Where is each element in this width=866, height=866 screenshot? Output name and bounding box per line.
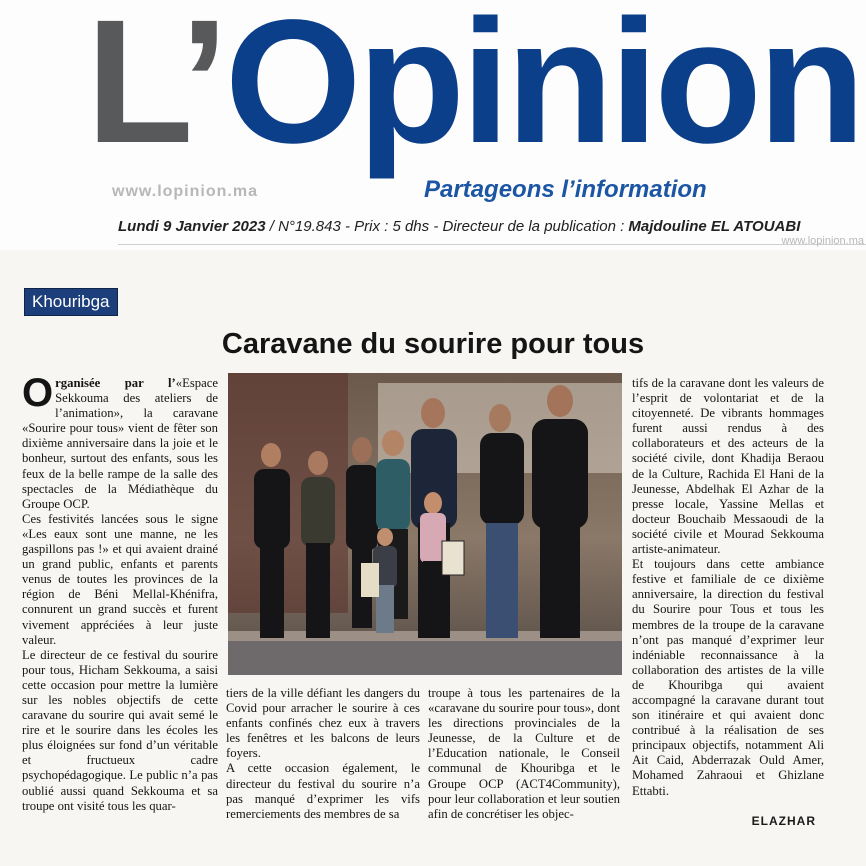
website-fragment: www.lopinion.ma: [112, 183, 258, 200]
logo-opinion: Opinion: [224, 0, 862, 180]
issue-info-line: [118, 218, 866, 245]
paragraph: A cette occasion également, le directeur du festival du sourire n’a pas manqué d’exprimer les vifs remerciements des membres de sa: [226, 761, 420, 821]
article-column-3: [428, 686, 620, 822]
drop-cap: O: [22, 371, 54, 415]
paragraph: troupe à tous les partenaires de la «caravane du sourire pour tous», dont les directions provinciales de la Jeunesse, de la Culture et de l’Education nationale, le Conseil communal de Khouribga et le Groupe OCP (ACT4Community), pour leur collaboration et leur soutien afin de concrétiser les objec-: [428, 686, 620, 821]
paragraph: Le directeur de ce festival du sourire pour tous, Hicham Sekkouma, a saisi cette occasion pour mettre la lumière sur les nobles objectifs de cette caravane du sourire qui avait semé le rire et le sourire dans les écoles les plus éloignées sur fond d’un véritable et fructueux cadre psychopédagogique. Le public n’a pas oublié aussi quand Sekkouma et sa troupe ont visité tous les quar-: [22, 647, 218, 813]
issue-date: Lundi 9 Janvier 2023: [118, 218, 266, 235]
lead-paragraph: [22, 371, 218, 512]
logo-l: L’: [86, 0, 225, 180]
article-photo[interactable]: [228, 373, 622, 675]
newspaper-logo[interactable]: [86, 0, 862, 180]
article: [0, 266, 866, 866]
author-signature: ELAZHAR: [751, 814, 816, 828]
section-tag[interactable]: Khouribga: [24, 288, 118, 316]
website-fragment-right: www.lopinion.ma: [781, 235, 864, 247]
publication-director: Majdouline EL ATOUABI: [628, 218, 801, 235]
article-column-1: [22, 371, 218, 814]
paragraph: Ces festivités lancées sous le signe «Les eaux sont une manne, ne les gaspillons pas !» et qui avaient drainé un grand public, enfants et parents venus de toutes les provinces de la région de Béni Mellal-Khénifra, connurent un grand succès et furent vivement appréciées à leur juste valeur.: [22, 511, 218, 647]
tagline: Partageons l’information: [424, 176, 707, 203]
masthead: [0, 0, 866, 250]
article-column-4: [632, 376, 824, 799]
paragraph: tifs de la caravane dont les valeurs de l’esprit de volontariat et de la citoyenneté. De vibrants hommages furent aussi rendus à des collaborateurs et des acteurs de la société civile, dont Khadija Beraou de la Culture, Rachida El Hani de la Jeunesse, Abdelhak El Azhar de la presse locale, Yassine Mellas et docteur Bouchaib Messaoudi de la société civile et Mourad Sekkouma artiste-animateur.: [632, 376, 824, 557]
paragraph: Et toujours dans cette ambiance festive et familiale de ce dixième anniversaire, la direction du festival du Sourire pour Tous et tous les membres de la troupe de la caravane n’ont pas manqué d’exprimer leur indéniable reconnaissance à la collaboration des artistes de la ville de Khouribga qui avaient accompagné la caravane durant tout son itinéraire et qui avaient donc contribué à la réalisation de ses principaux objectifs, notamment Ali Ait Caid, Abderrazak Ould Amer, Mohamed Zahraoui et Ghizlane Ettabti.: [632, 557, 824, 798]
issue-details: / N°19.843 - Prix : 5 dhs - Directeur de la publication :: [265, 218, 629, 235]
paragraph: tiers de la ville défiant les dangers du Covid pour arracher le sourire à ces enfants confinés chez eux à travers les fenêtres et les balcons de leurs foyers.: [226, 686, 420, 761]
lead-bold: rganisée par l’: [55, 376, 176, 390]
lead-text: «Espace Sekkouma des ateliers de l’animation», la caravane «Sourire pour tous» vient de fêter son dixième anniversaire dans la joie et le bonheur, surtout des enfants, sous les feux de la belle rampe de la salle des spectacles de la Médiathèque du Groupe OCP.: [22, 376, 218, 511]
article-column-2: [226, 686, 420, 822]
group-photo-illustration: [228, 373, 622, 675]
article-headline: Caravane du sourire pour tous: [221, 328, 645, 360]
